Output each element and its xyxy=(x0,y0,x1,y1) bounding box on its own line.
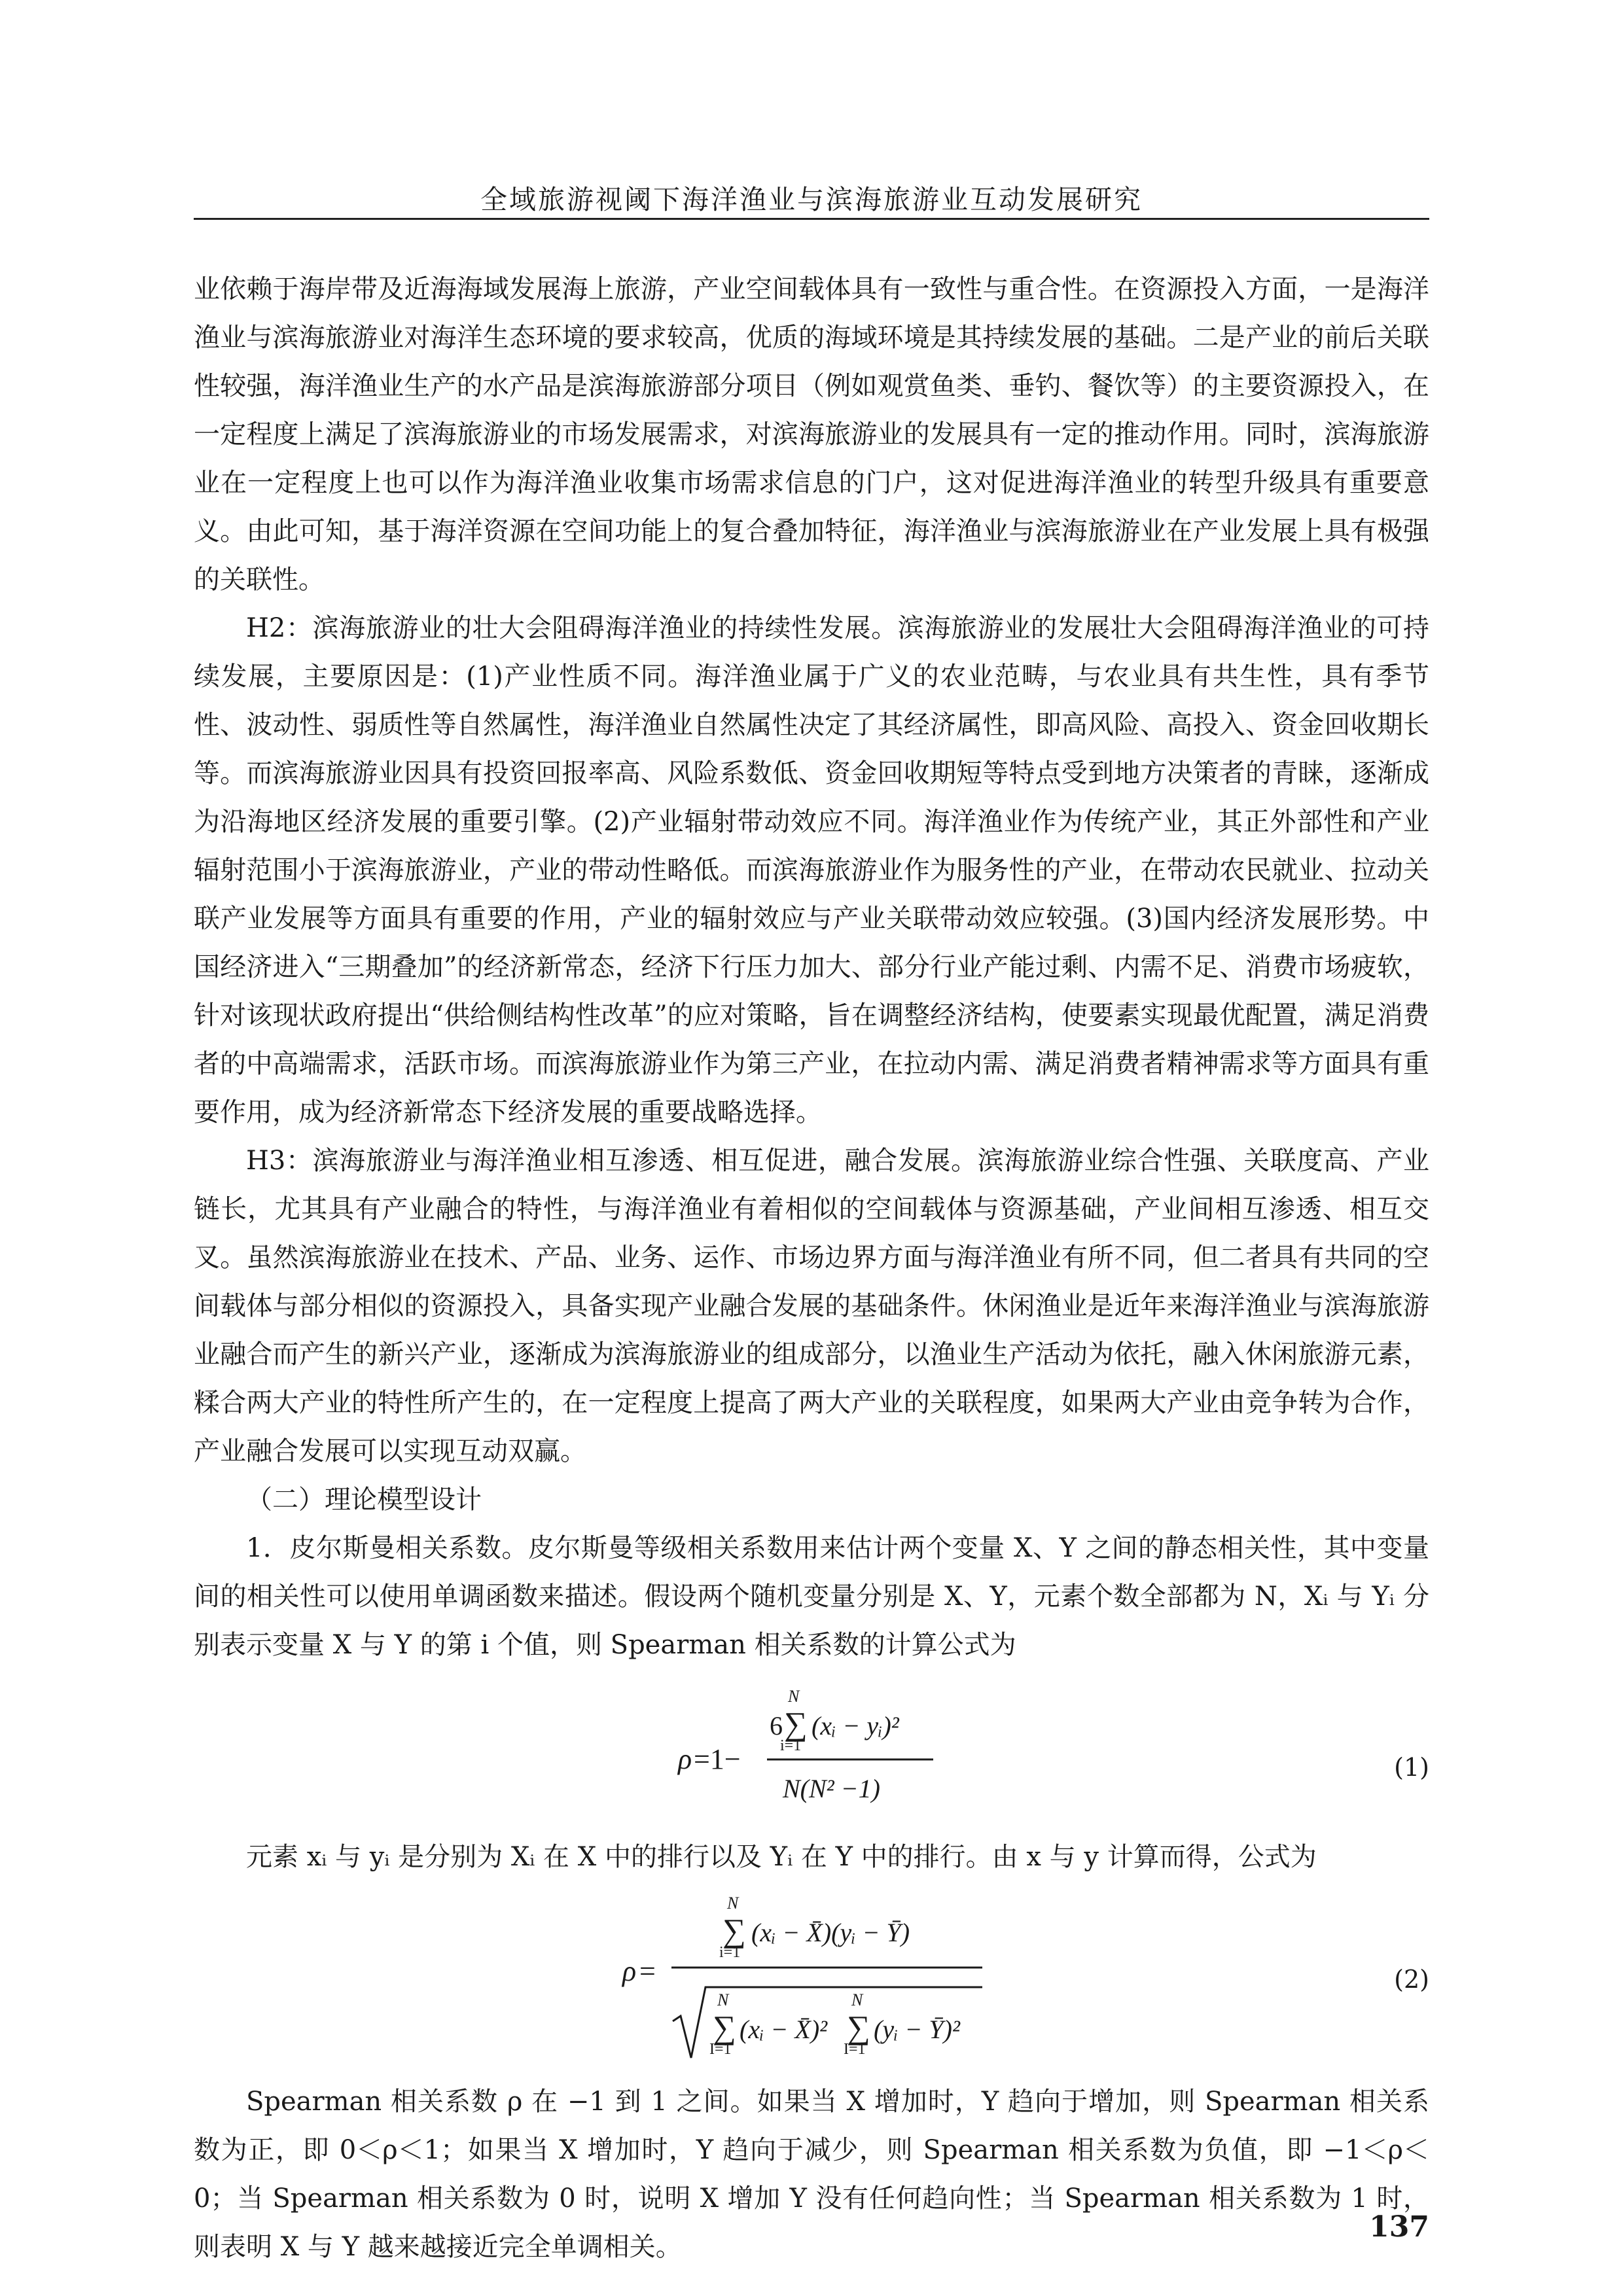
formula-2-numerator: (xᵢ − X̄)(yᵢ − Ȳ) xyxy=(751,1918,910,1947)
header-rule xyxy=(194,218,1429,220)
formula-2-num-sigma: ∑ xyxy=(722,1912,746,1949)
formula-2-den-sigma-x: ∑ xyxy=(713,2009,736,2045)
paragraph-1: 业依赖于海岸带及近海海域发展海上旅游，产业空间载体具有一致性与重合性。在资源投入方面，一是海洋渔业与滨海旅游业对海洋生态环境的要求较高，优质的海域环境是其持续发展的基础。二是产业的前后关联性较强，海洋渔业生产的水产品是滨海旅游部分项目（例如观赏鱼类、垂钓、餐饮等）的主要资源投入，在一定程度上满足了滨海旅游业的市场发展需求，对滨海旅游业的发展具有一定的推动作用。同时，滨海旅游业在一定程度上也可以作为海洋渔业收集市场需求信息的门户，这对促进海洋渔业的转型升级具有重要意义。由此可知，基于海洋资源在空间功能上的复合叠加特征，海洋渔业与滨海旅游业在产业发展上具有极强的关联性。 xyxy=(194,274,1429,595)
formula-2-equals: = xyxy=(639,1955,656,1987)
formula-1-denominator: N(N² −1) xyxy=(783,1774,880,1803)
formula-2-svg xyxy=(194,1881,1429,2077)
formula-2-den-sigma-y: ∑ xyxy=(847,2009,870,2045)
formula-1-six: 6 xyxy=(770,1711,783,1740)
paragraph-spearman-intro: 1．皮尔斯曼相关系数。皮尔斯曼等级相关系数用来估计两个变量 X、Y 之间的静态相关性，其中变量间的相关性可以使用单调函数来描述。假设两个随机变量分别是 X、Y，元素个数全部都为 N，Xᵢ 与 Yᵢ 分别表示变量 X 与 Y 的第 i 个值，则 Spearman 相关系数的计算公式为 xyxy=(194,1533,1429,1660)
section-heading: （二）理论模型设计 xyxy=(246,1485,482,1515)
formula-1-svg xyxy=(194,1669,1429,1833)
formula-2-den-lower-x: I=1 xyxy=(709,2041,732,2058)
formula-2-num-lower: i=1 xyxy=(719,1944,741,1961)
formula-1-one-minus: =1− xyxy=(694,1743,741,1775)
formula-2-den-upper-x: N xyxy=(717,1990,729,2009)
formula-1 xyxy=(194,1669,1429,1833)
formula-2 xyxy=(194,1881,1429,2077)
formula-1-sigma-lower: i=1 xyxy=(780,1737,802,1754)
paragraph-h3: H3：滨海旅游业与海洋渔业相互渗透、相互促进，融合发展。滨海旅游业综合性强、关联度高、产业链长，尤其具有产业融合的特性，与海洋渔业有着相似的空间载体与资源基础，产业间相互渗透、相互交叉。虽然滨海旅游业在技术、产品、业务、运作、市场边界方面与海洋渔业有所不同，但二者具有共同的空间载体与部分相似的资源投入，具备实现产业融合发展的基础条件。休闲渔业是近年来海洋渔业与滨海旅游业融合而产生的新兴产业，逐渐成为滨海旅游业的组成部分，以渔业生产活动为依托，融入休闲旅游元素，糅合两大产业的特性所产生的，在一定程度上提高了两大产业的关联程度，如果两大产业由竞争转为合作，产业融合发展可以实现互动双赢。 xyxy=(194,1146,1429,1466)
formula-2-rho: ρ xyxy=(622,1955,637,1987)
equation-number-1: (1) xyxy=(1394,1753,1429,1782)
formula-2-num-upper: N xyxy=(727,1894,739,1913)
formula-2-den-term-y: (yᵢ − Ȳ)² xyxy=(874,2015,960,2044)
formula-1-sigma-upper: N xyxy=(788,1687,800,1706)
formula-1-summand: (xᵢ − yᵢ)² xyxy=(812,1711,899,1740)
paragraph-rank-desc: 元素 xᵢ 与 yᵢ 是分别为 Xᵢ 在 X 中的排行以及 Yᵢ 在 Y 中的排行。由 x 与 y 计算而得，公式为 xyxy=(246,1842,1317,1872)
page-number: 137 xyxy=(1369,2210,1429,2244)
formula-1-sigma: ∑ xyxy=(784,1705,808,1742)
formula-2-den-upper-y: N xyxy=(851,1990,863,2009)
running-title: 全域旅游视阈下海洋渔业与滨海旅游业互动发展研究 xyxy=(480,184,1143,215)
formula-1-rho: ρ xyxy=(678,1743,692,1775)
paragraph-h2: H2：滨海旅游业的壮大会阻碍海洋渔业的持续性发展。滨海旅游业的发展壮大会阻碍海洋渔业的可持续发展，主要原因是：(1)产业性质不同。海洋渔业属于广义的农业范畴，与农业具有共生性，具有季节性、波动性、弱质性等自然属性，海洋渔业自然属性决定了其经济属性，即高风险、高投入、资金回收期长等。而滨海旅游业因具有投资回报率高、风险系数低、资金回收期短等特点受到地方决策者的青睐，逐渐成为沿海地区经济发展的重要引擎。(2)产业辐射带动效应不同。海洋渔业作为传统产业，其正外部性和产业辐射范围小于滨海旅游业，产业的带动性略低。而滨海旅游业作为服务性的产业，在带动农民就业、拉动关联产业发展等方面具有重要的作用，产业的辐射效应与产业关联带动效应较强。(3)国内经济发展形势。中国经济进入“三期叠加”的经济新常态，经济下行压力加大、部分行业产能过剩、内需不足、消费市场疲软，针对该现状政府提出“供给侧结构性改革”的应对策略，旨在调整经济结构，使要素实现最优配置，满足消费者的中高端需求，活跃市场。而滨海旅游业作为第三产业，在拉动内需、满足消费者精神需求等方面具有重要作用，成为经济新常态下经济发展的重要战略选择。 xyxy=(194,613,1429,1127)
equation-number-2: (2) xyxy=(1394,1965,1429,1994)
formula-2-den-term-x: (xᵢ − X̄)² xyxy=(740,2015,828,2044)
formula-2-den-lower-y: I=1 xyxy=(844,2041,866,2058)
body-text xyxy=(194,265,1429,2271)
paragraph-spearman-range: Spearman 相关系数 ρ 在 −1 到 1 之间。如果当 X 增加时，Y 趋向于增加，则 Spearman 相关系数为正，即 0＜ρ＜1；如果当 X 增加时，Y 趋向于减少，则 Spearman 相关系数为负值，即 −1＜ρ＜0；当 Spearman 相关系数为 0 时，说明 X 增加 Y 没有任何趋向性；当 Spearman 相关系数为 1 时，则表明 X 与 Y 越来越接近完全单调相关。 xyxy=(194,2087,1429,2262)
